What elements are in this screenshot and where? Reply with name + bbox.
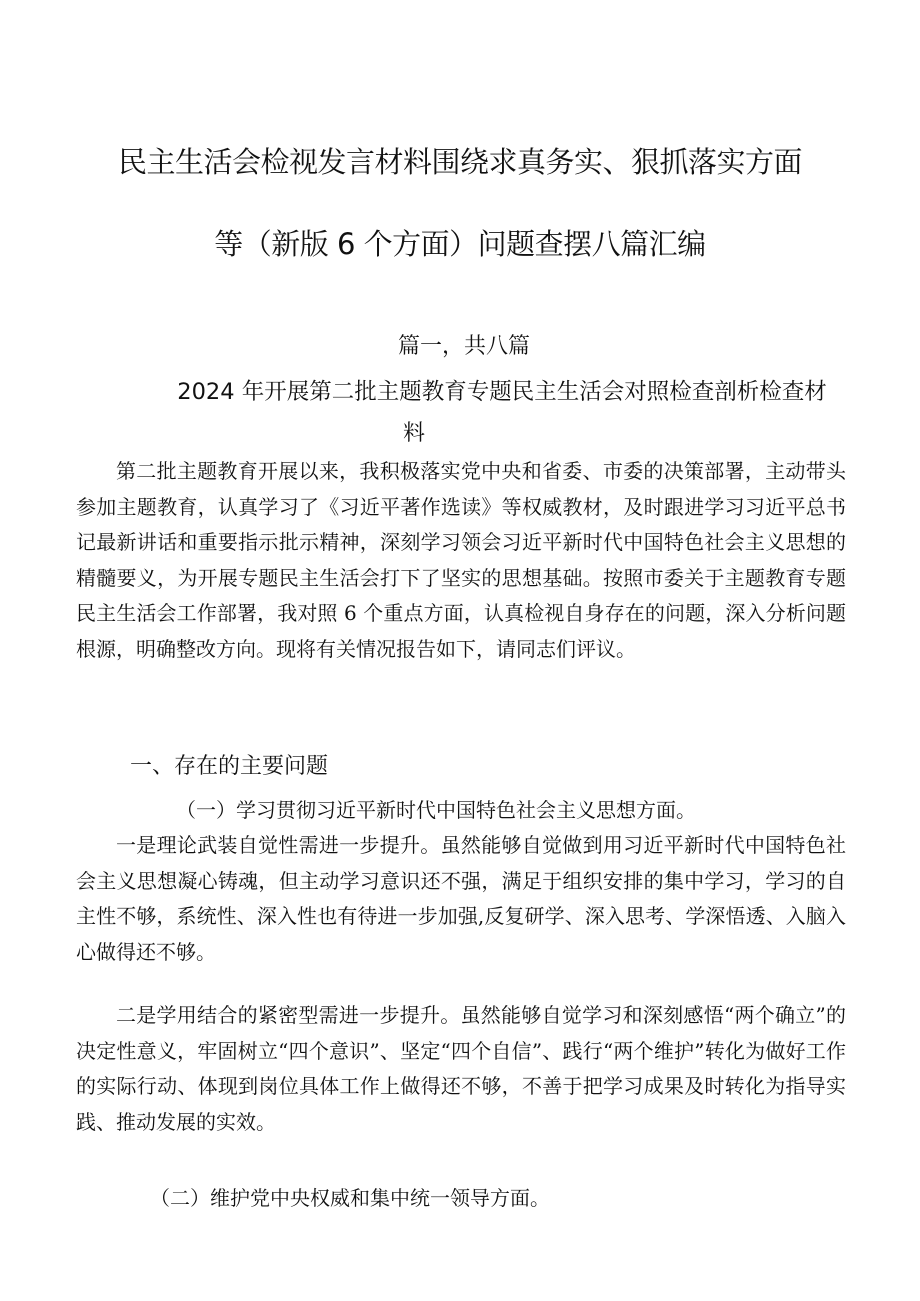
section-label: 篇一，共八篇 (397, 334, 530, 359)
subheading-1: （一）学习贯彻习近平新时代中国特色社会主义思想方面。 (176, 798, 696, 822)
document-title-line-2: 等（新版 6 个方面）问题查摆八篇汇编 (214, 227, 706, 261)
article-title-line-2: 料 (402, 421, 425, 446)
document-title-line-1: 民主生活会检视发言材料围绕求真务实、狠抓落实方面 (117, 145, 802, 179)
intro-paragraph: 第二批主题教育开展以来，我积极落实党中央和省委、市委的决策部署，主动带头参加主题教育，认真学习了《习近平著作选读》等权威教材，及时跟进学习习近平总书记最新讲话和重要指示批示精神，深刻学习领会习近平新时代中国特色社会主义思想的精髓要义，为开展专题民主生活会打下了坚实的思想基础。按照市委关于主题教育专题民主生活会工作部署，我对照 6 个重点方面，认真检视自身存在的问题，深入分析问题根源，明确整改方向。现将有关情况报告如下，请同志们评议。 (76, 459, 846, 661)
subheading-2: （二）维护党中央权威和集中统一领导方面。 (150, 1186, 550, 1210)
paragraph-1: 一是理论武装自觉性需进一步提升。虽然能够自觉做到用习近平新时代中国特色社会主义思想凝心铸魂，但主动学习意识还不强，满足于组织安排的集中学习，学习的自主性不够，系统性、深入性也有待进一步加强,反复研学、深入思考、学深悟透、入脑入心做得还不够。 (76, 833, 846, 964)
article-title-line-1: 2024 年开展第二批主题教育专题民主生活会对照检查剖析检查材 (177, 379, 827, 405)
section-heading-1: 一、存在的主要问题 (130, 754, 329, 779)
paragraph-2: 二是学用结合的紧密型需进一步提升。虽然能够自觉学习和深刻感悟“两个确立”的决定性意义，牢固树立“四个意识”、坚定“四个自信”、践行“两个维护”转化为做好工作的实际行动、体现到岗位具体工作上做得还不够，不善于把学习成果及时转化为指导实践、推动发展的实效。 (76, 1003, 846, 1134)
